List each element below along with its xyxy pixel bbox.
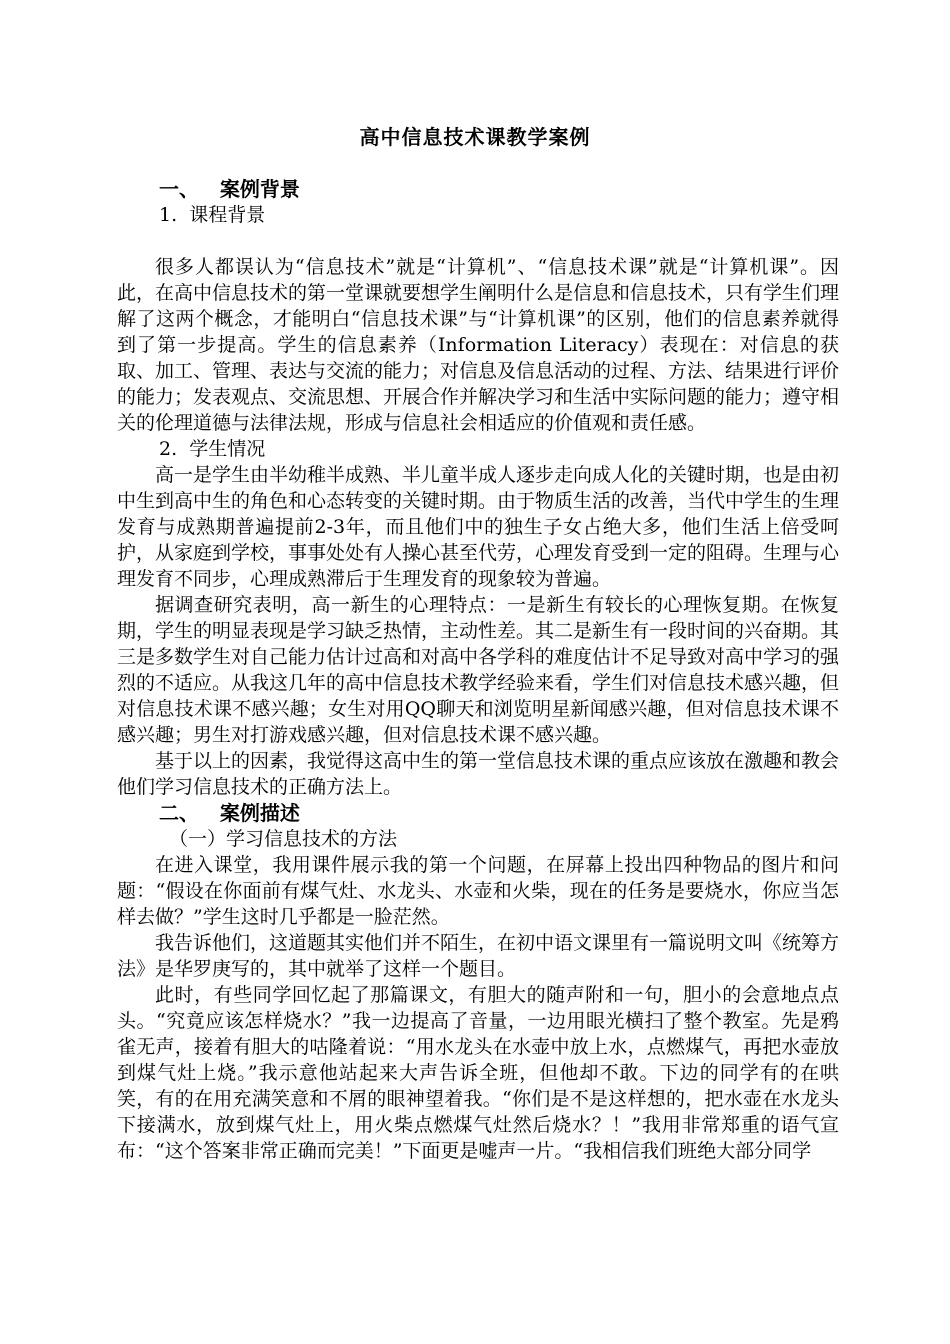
section-heading-description: 二、 案例描述 (159, 801, 300, 825)
blank-line (117, 228, 839, 254)
section-heading-background: 一、 案例背景 (159, 177, 300, 201)
paragraph-survey-findings: 据调查研究表明，高一新生的心理特点：一是新生有较长的心理恢复期。在恢复期，学生的明显表现是学习缺乏热情，主动性差。其二是新生有一段时间的兴奋期。其三是多数学生对自己能力估计过高和对高中各学科的难度估计不足导致对高中学习的强烈的不适应。从我这几年的高中信息技术教学经验来看，学生们对信息技术感兴趣，但对信息技术课不感兴趣；女生对用QQ聊天和浏览明星新闻感兴趣，但对信息技术课不感兴趣；男生对打游戏感兴趣，但对信息技术课不感兴趣。 (117, 594, 840, 746)
paragraph-classroom-reaction: 此时，有些同学回忆起了那篇课文，有胆大的随声附和一句，胆小的会意地点点头。“究竟应该怎样烧水？”我一边提高了音量，一边用眼光横扫了整个教室。先是鸦雀无声，接着有胆大的咕隆着说：“用水龙头在水壶中放上水，点燃煤气，再把水壶放到煤气灶上烧。”我示意他站起来大声告诉全班，但他却不敢。下边的同学有的在哄笑，有的在用充满笑意和不屑的眼神望着我。“你们是不是这样想的，把水壶在水龙头下接满水，放到煤气灶上，用火柴点燃煤气灶然后烧水？！”我用非常郑重的语气宣布：“这个答案非常正确而完美！”下面更是嘘声一片。“我相信我们班绝大部分同学 (117, 984, 839, 1162)
paragraph-conclusion: 基于以上的因素，我觉得这高中生的第一堂信息技术课的重点应该放在激趣和教会他们学习信息技术的正确方法上。 (117, 750, 840, 798)
subsection-heading-learning-method: （一）学习信息技术的方法 (169, 828, 398, 850)
subsection-heading-course-background: 1. 课程背景 (159, 204, 266, 226)
paragraph-student-situation: 高一是学生由半幼稚半成熟、半儿童半成人逐步走向成人化的关键时期，也是由初中生到高中生的角色和心态转变的关键时期。由于物质生活的改善，当代中学生的生理发育与成熟期普遍提前2-3年，而且他们中的独生子女占绝大多，他们生活上倍受呵护，从家庭到学校，事事处处有人操心甚至代劳，心理发育受到一定的阻碍。生理与心理发育不同步，心理成熟滞后于生理发育的现象较为普遍。 (117, 464, 840, 590)
paragraph-planning-method: 我告诉他们，这道题其实他们并不陌生，在初中语文课里有一篇说明文叫《统筹方法》是华罗庚写的，其中就举了这样一个题目。 (117, 932, 840, 980)
subsection-heading-student-situation: 2. 学生情况 (159, 438, 266, 460)
document-title: 高中信息技术课教学案例 (359, 125, 591, 149)
document-body (117, 176, 839, 1164)
paragraph-first-question: 在进入课堂，我用课件展示我的第一个问题，在屏幕上投出四种物品的图片和问题：“假设在你面前有煤气灶、水龙头、水壶和火柴，现在的任务是要烧水，你应当怎样去做？”学生这时几乎都是一脸茫然。 (117, 854, 839, 928)
paragraph-course-background: 很多人都误认为“信息技术”就是“计算机”、“信息技术课”就是“计算机课”。因此，在高中信息技术的第一堂课就要想学生阐明什么是信息和信息技术，只有学生们理解了这两个概念，才能明白“信息技术课”与“计算机课”的区别，他们的信息素养就得到了第一步提高。学生的信息素养（Information Literacy）表现在：对信息的获取、加工、管理、表达与交流的能力；对信息及信息活动的过程、方法、结果进行评价的能力；发表观点、交流思想、开展合作并解决学习和生活中实际问题的能力；遵守相关的伦理道德与法律法规，形成与信息社会相适应的价值观和责任感。 (117, 256, 840, 434)
